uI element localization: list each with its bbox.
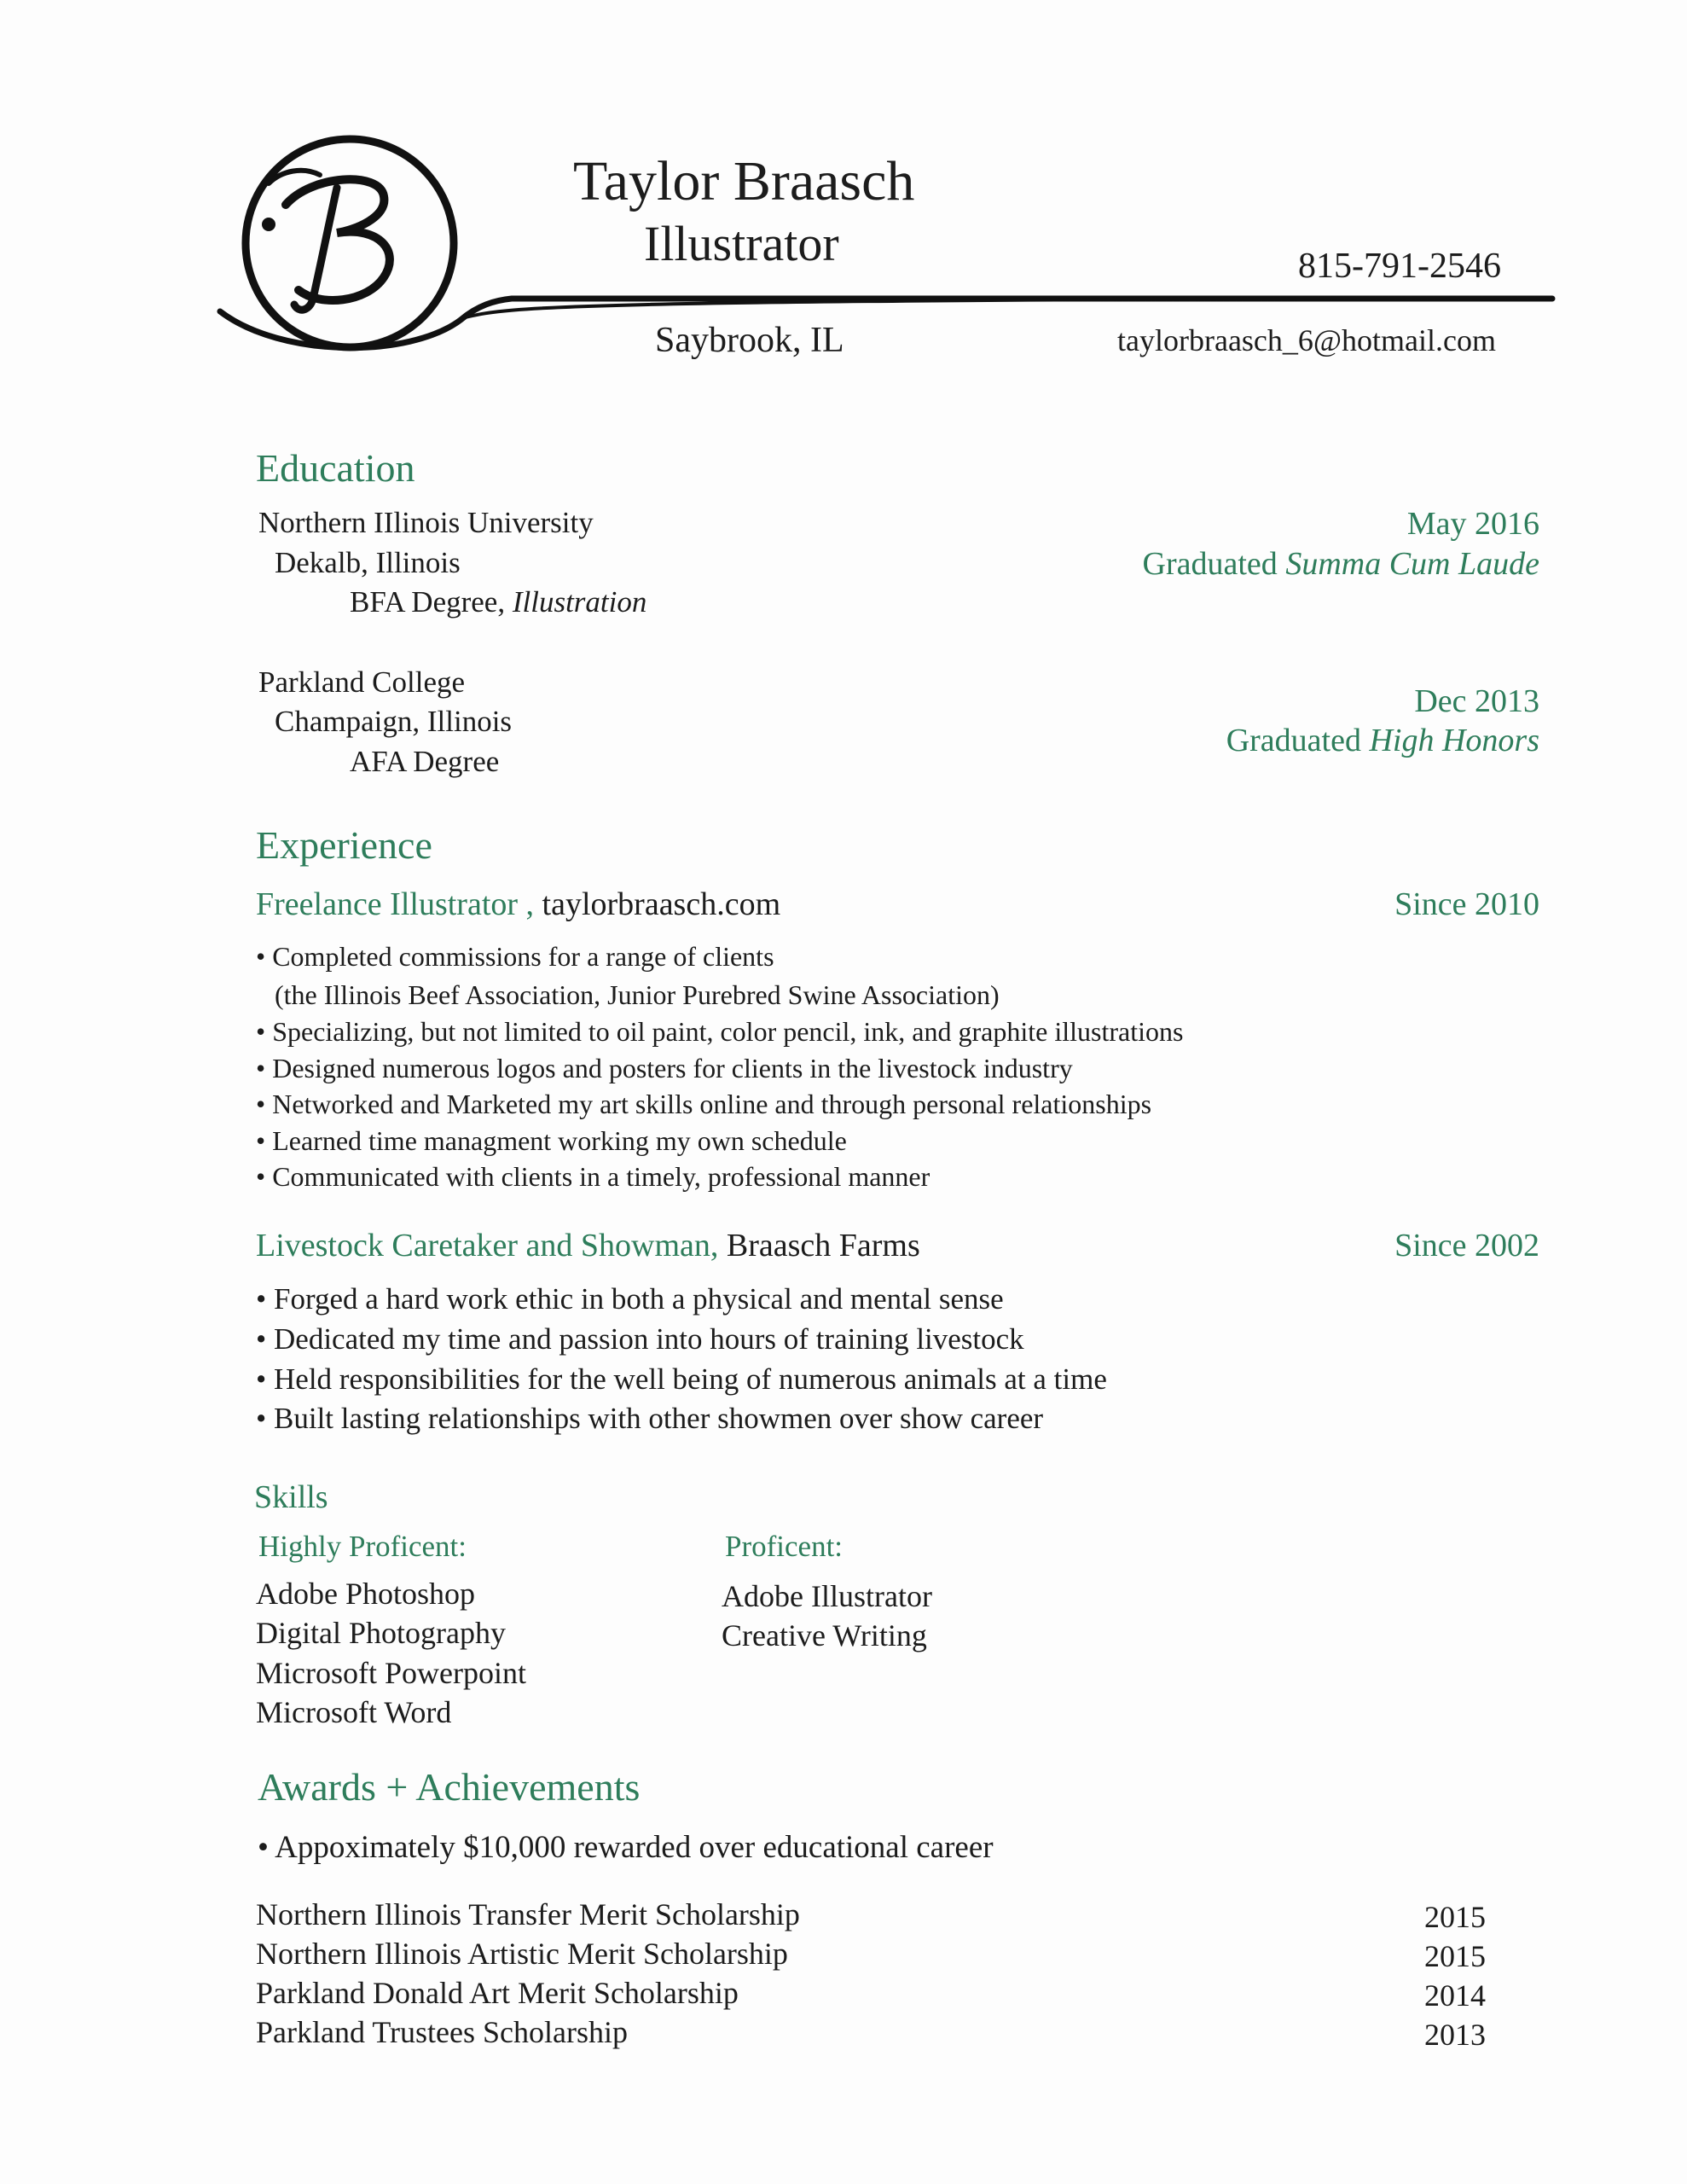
graduation-date: May 2016: [1406, 506, 1539, 542]
honor-prefix: Graduated: [1226, 723, 1370, 758]
job-bullet: • Specializing, but not limited to oil paint, color pencil, ink, and graphite illustrations: [256, 1016, 1184, 1047]
job-bullet: (the Illinois Beef Association, Junior Purebred Swine Association): [275, 979, 1000, 1010]
job-role: Freelance Illustrator ,: [256, 886, 542, 922]
job-bullet: • Communicated with clients in a timely, professional manner: [256, 1161, 930, 1192]
education-heading: Education: [256, 446, 415, 490]
award-year: 2015: [1424, 1939, 1486, 1973]
awards-summary: • Appoximately $10,000 rewarded over educational career: [258, 1830, 994, 1865]
job-since: Since 2002: [1394, 1228, 1539, 1263]
graduation-honor: [1143, 545, 1539, 583]
honor-prefix: Graduated: [1142, 546, 1286, 582]
skill-item: Creative Writing: [722, 1618, 927, 1653]
graduation-honor: [1226, 722, 1539, 759]
job-bullet: • Held responsibilities for the well being of numerous animals at a time: [256, 1362, 1107, 1396]
job-heading: [256, 1227, 920, 1264]
award-name: Parkland Donald Art Merit Scholarship: [256, 1976, 739, 2010]
school-degree: [350, 585, 646, 619]
honor-title: Summa Cum Laude: [1285, 546, 1539, 582]
proficient-label: Proficent:: [725, 1530, 844, 1563]
email-address: taylorbraasch_6@hotmail.com: [1117, 323, 1497, 357]
award-name: Parkland Trustees Scholarship: [256, 2015, 628, 2049]
award-year: 2013: [1424, 2018, 1486, 2052]
experience-heading: Experience: [256, 823, 432, 867]
candidate-name: Taylor Braasch: [573, 150, 915, 212]
award-name: Northern Illinois Transfer Merit Scholarship: [256, 1897, 800, 1931]
highly-proficient-label: Highly Proficent:: [258, 1530, 467, 1563]
school-name: Parkland College: [258, 665, 466, 699]
location: Saybrook, IL: [655, 321, 844, 360]
skill-item: Adobe Photoshop: [256, 1577, 476, 1611]
school-place: Dekalb, Illinois: [275, 546, 461, 579]
honor-title: High Honors: [1369, 723, 1539, 758]
award-name: Northern Illinois Artistic Merit Scholarship: [256, 1937, 788, 1971]
skill-item: Digital Photography: [256, 1616, 506, 1650]
monogram-b-icon: [217, 124, 482, 380]
job-bullet: • Dedicated my time and passion into hours of training livestock: [256, 1322, 1024, 1356]
graduation-date: Dec 2013: [1414, 683, 1539, 719]
phone-number: 815-791-2546: [1298, 247, 1501, 286]
degree-major: Illustration: [512, 585, 647, 619]
skill-item: Microsoft Word: [256, 1695, 452, 1729]
job-bullet: • Completed commissions for a range of clients: [256, 941, 774, 972]
job-title: Illustrator: [644, 216, 839, 271]
job-org: taylorbraasch.com: [542, 886, 781, 922]
school-place: Champaign, Illinois: [275, 705, 513, 738]
award-year: 2015: [1424, 1900, 1486, 1934]
job-bullet: • Built lasting relationships with other showmen over show career: [256, 1402, 1044, 1435]
skills-heading: Skills: [254, 1479, 328, 1515]
school-name: Northern IIlinois University: [258, 506, 594, 539]
job-since: Since 2010: [1394, 886, 1539, 922]
awards-heading: Awards + Achievements: [258, 1765, 641, 1809]
skill-item: Microsoft Powerpoint: [256, 1656, 526, 1690]
job-bullet: • Networked and Marketed my art skills online and through personal relationships: [256, 1089, 1152, 1119]
job-bullet: • Designed numerous logos and posters for clients in the livestock industry: [256, 1053, 1073, 1083]
job-bullet: • Forged a hard work ethic in both a physical and mental sense: [256, 1282, 1004, 1316]
award-year: 2014: [1424, 1978, 1486, 2013]
degree-text: BFA Degree,: [350, 585, 513, 619]
skill-item: Adobe Illustrator: [722, 1579, 932, 1613]
school-degree: AFA Degree: [350, 745, 500, 778]
job-heading: [256, 886, 780, 923]
job-role: Livestock Caretaker and Showman,: [256, 1228, 727, 1263]
job-org: Braasch Farms: [726, 1228, 920, 1263]
job-bullet: • Learned time managment working my own schedule: [256, 1125, 847, 1156]
